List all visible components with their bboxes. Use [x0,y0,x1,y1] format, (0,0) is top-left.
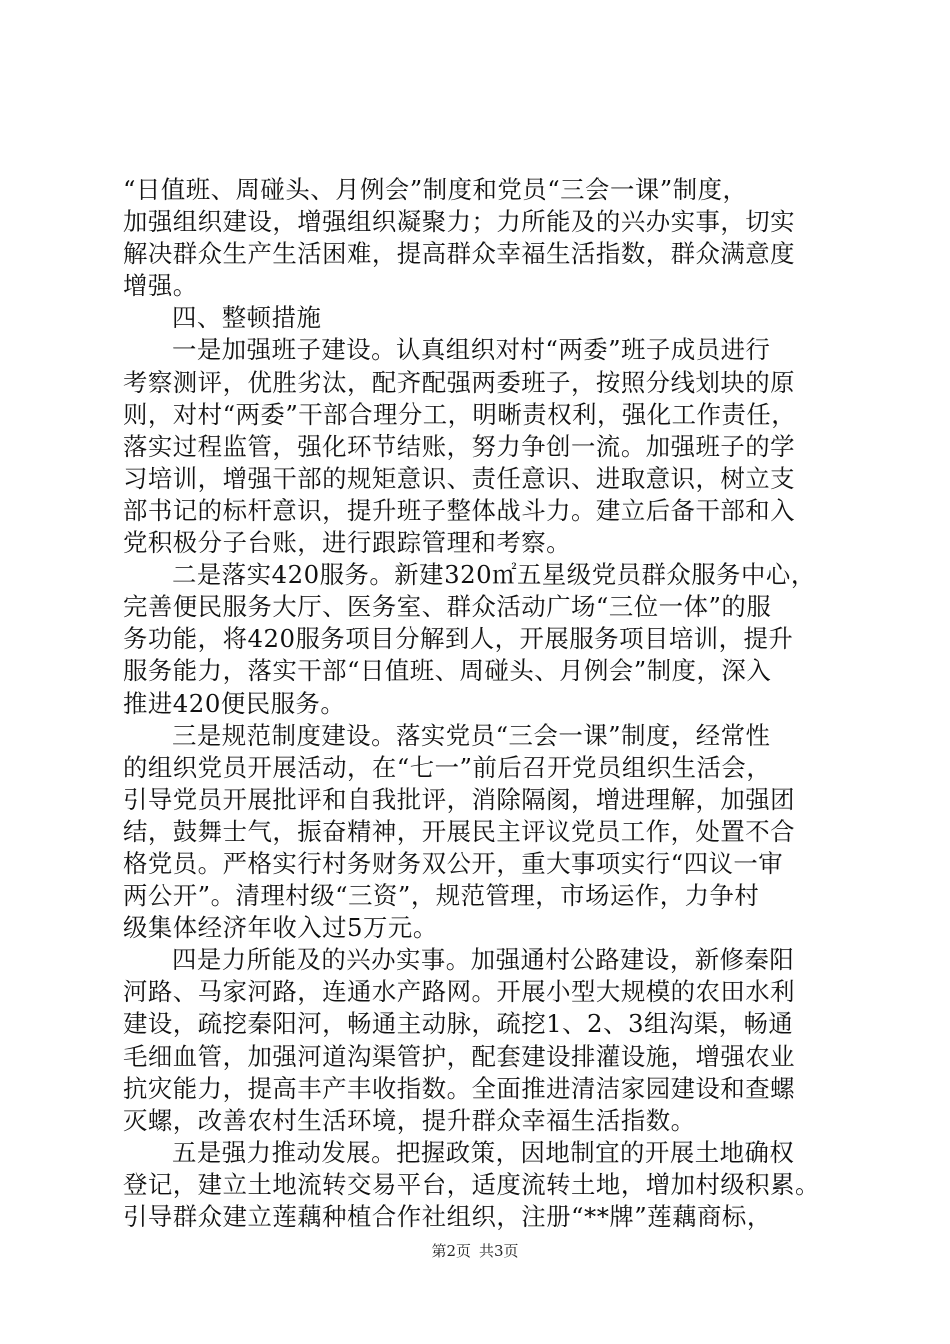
paragraph-first-line: 五是强力推动发展。把握政策，因地制宜的开展土地确权 [172,1137,795,1167]
text-line: 落实过程监管，强化环节结账，努力争创一流。加强班子的学 [123,431,796,461]
text-line: 增强。 [123,271,198,301]
paragraph-first-line: 四、整顿措施 [172,303,322,333]
text-line: 格党员。严格实行村务财务双公开，重大事项实行“四议一审 [123,848,784,878]
page-total: 共3页 [479,1242,519,1260]
document-body [123,174,843,1233]
text-line: 级集体经济年收入过5万元。 [123,913,438,943]
page-number: 第2页 [431,1242,471,1260]
paragraph-first-line: 一是加强班子建设。认真组织对村“两委”班子成员进行 [172,335,771,365]
text-line: 推进420便民服务。 [123,688,346,718]
text-line: 部书记的标杆意识，提升班子整体战斗力。建立后备干部和入 [123,495,796,525]
text-line: 结，鼓舞士气，振奋精神，开展民主评议党员工作，处置不合 [123,816,796,846]
text-line: 河路、马家河路，连通水产路网。开展小型大规模的农田水利 [123,977,796,1007]
text-line: 服务能力，落实干部“日值班、周碰头、月例会”制度，深入 [123,656,772,686]
text-line: 建设，疏挖秦阳河，畅通主动脉，疏挖1、2、3组沟渠，畅通 [123,1009,794,1039]
text-line: 抗灾能力，提高丰产丰收指数。全面推进清洁家园建设和查螺 [123,1073,796,1103]
text-line: 解决群众生产生活困难，提高群众幸福生活指数，群众满意度 [123,239,796,269]
text-line: 的组织党员开展活动，在“七一”前后召开党员组织生活会， [123,752,772,782]
text-line: 登记，建立土地流转交易平台，适度流转土地，增加村级积累。 [123,1169,820,1199]
text-line: 则，对村“两委”干部合理分工，明晰责权利，强化工作责任， [123,399,797,429]
text-line: 灭螺，改善农村生活环境，提升群众幸福生活指数。 [123,1105,696,1135]
text-line: 党积极分子台账，进行跟踪管理和考察。 [123,528,572,558]
paragraph-first-line: 二是落实420服务。新建320㎡五星级党员群众服务中心， [172,560,816,590]
text-line: 两公开”。清理村级“三资”，规范管理，市场运作，力争村 [123,881,760,911]
text-line: 引导群众建立莲藕种植合作社组织，注册“**牌”莲藕商标， [123,1202,772,1231]
page-footer [0,1241,950,1261]
text-line: 毛细血管，加强河道沟渠管护，配套建设排灌设施，增强农业 [123,1041,796,1071]
text-line: 引导党员开展批评和自我批评，消除隔阂，增进理解，加强团 [123,784,796,814]
paragraph-first-line: 三是规范制度建设。落实党员“三会一课”制度，经常性 [172,720,771,750]
text-line: 习培训，增强干部的规矩意识、责任意识、进取意识，树立支 [123,463,796,493]
text-line: 务功能，将420服务项目分解到人，开展服务项目培训，提升 [123,624,794,654]
text-line: 考察测评，优胜劣汰，配齐配强两委班子，按照分线划块的原 [123,367,796,397]
paragraph-first-line: 四是力所能及的兴办实事。加强通村公路建设，新修秦阳 [172,945,795,975]
text-line: 完善便民服务大厅、医务室、群众活动广场“三位一体”的服 [123,592,772,622]
text-line: “日值班、周碰头、月例会”制度和党员“三会一课”制度， [123,175,748,204]
text-line: 加强组织建设，增强组织凝聚力；力所能及的兴办实事，切实 [123,207,796,237]
